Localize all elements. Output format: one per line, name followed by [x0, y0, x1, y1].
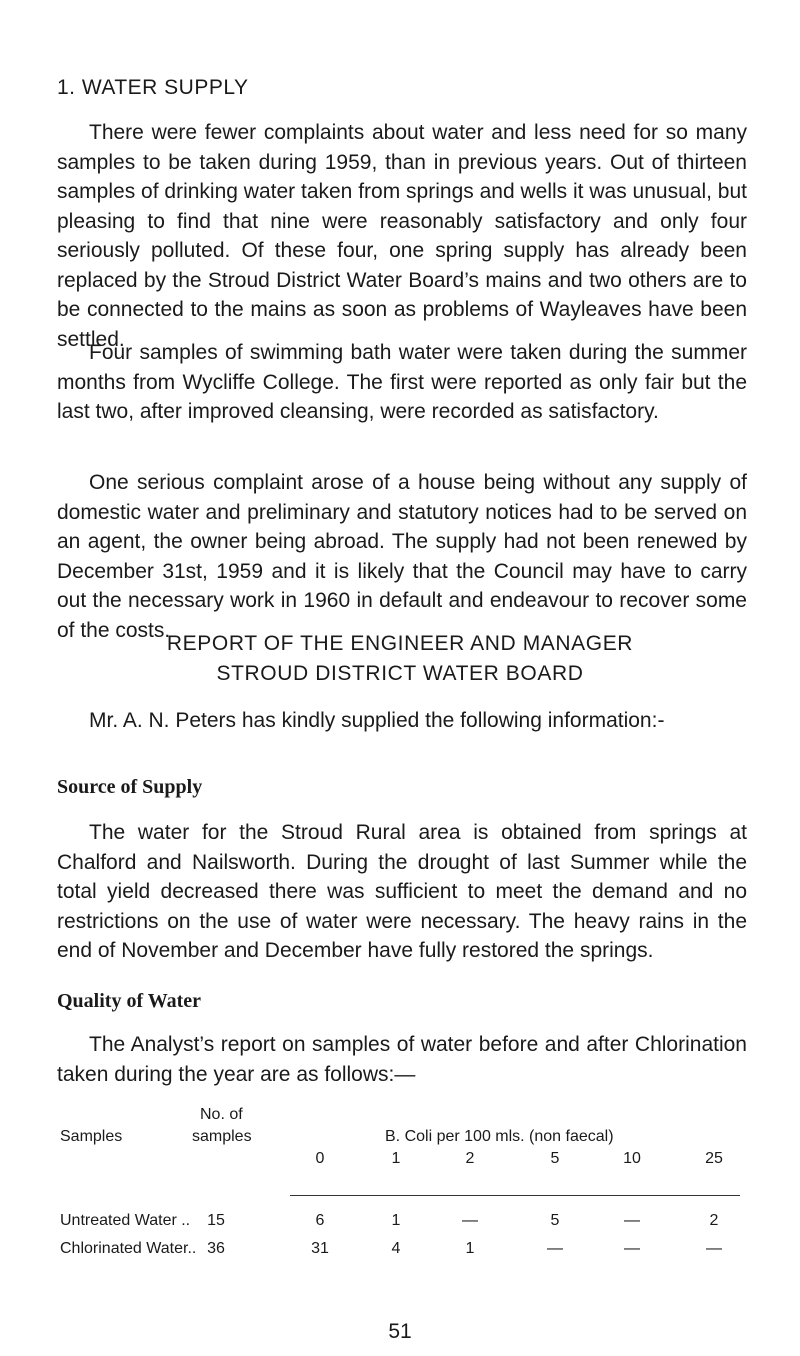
quality-of-water-heading: Quality of Water	[57, 990, 202, 1012]
col-no-label-line1: No. of	[200, 1106, 243, 1123]
row-value: —	[706, 1240, 722, 1257]
source-of-supply-heading: Source of Supply	[57, 776, 203, 798]
col-no-label-line2: samples	[192, 1128, 252, 1145]
row-count: 36	[207, 1240, 225, 1257]
bin-label: 0	[315, 1150, 325, 1167]
source-of-supply-text: The water for the Stroud Rural area is obtained from springs at Chalford and Nailsworth. During the drought of last Summer while the total yield decreased there was sufficient to meet the demand and no restrictions on the use of water were necessary. The heavy rains in the end of November and December have fully restored the springs.	[57, 821, 747, 962]
row-value: 1	[465, 1240, 475, 1257]
paragraph-swimming-bath: Four samples of swimming bath water were taken during the summer months from Wycliffe College. The first were reported as only fair but the last two, after improved cleansing, were recorded as satisfactory.	[57, 341, 747, 423]
report-subtitle: STROUD DISTRICT WATER BOARD	[216, 662, 584, 685]
row-value: 6	[315, 1212, 325, 1229]
bin-label: 10	[623, 1150, 641, 1167]
bin-label: 1	[391, 1150, 401, 1167]
bin-label: 2	[465, 1150, 475, 1167]
bin-label: 25	[705, 1150, 723, 1167]
page-number: 51	[388, 1320, 412, 1343]
row-value: 2	[709, 1212, 719, 1229]
quality-of-water-text: The Analyst’s report on samples of water before and after Chlorination taken during the year are as follows:—	[57, 1033, 747, 1086]
row-value: —	[462, 1212, 478, 1229]
row-label: Untreated Water ..	[60, 1212, 191, 1229]
row-value: 4	[391, 1240, 401, 1257]
paragraph-complaints: There were fewer complaints about water and less need for so many samples to be taken during 1959, than in previous years. Out of thirteen samples of drinking water taken from springs and wells it was unusual, but pleasing to find that nine were reasonably satisfactory and only four seriously polluted. Of these four, one spring supply has already been replaced by the Stroud District Water Board’s mains and two others are to be connected to the mains as soon as problems of Wayleaves have been settled.	[57, 121, 747, 351]
report-title: REPORT OF THE ENGINEER AND MANAGER	[166, 632, 634, 655]
col-bcoli-label: B. Coli per 100 mls. (non faecal)	[385, 1128, 614, 1145]
row-label: Chlorinated Water..	[60, 1240, 197, 1257]
row-value: 31	[311, 1240, 329, 1257]
section-heading: 1. WATER SUPPLY	[57, 76, 249, 99]
col-samples-label: Samples	[60, 1128, 123, 1145]
report-intro: Mr. A. N. Peters has kindly supplied the following information:-	[89, 709, 665, 732]
row-value: —	[624, 1212, 640, 1229]
bin-label: 5	[550, 1150, 560, 1167]
row-value: 5	[550, 1212, 560, 1229]
row-value: —	[624, 1240, 640, 1257]
row-count: 15	[207, 1212, 225, 1229]
row-value: —	[547, 1240, 563, 1257]
paragraph-serious-complaint: One serious complaint arose of a house being without any supply of domestic water and preliminary and statutory notices had to be served on an agent, the owner being abroad. The supply had not been renewed by December 31st, 1959 and it is likely that the Council may have to carry out the necessary work in 1960 in default and endeavour to recover some of the costs.	[57, 471, 747, 642]
row-value: 1	[391, 1212, 401, 1229]
